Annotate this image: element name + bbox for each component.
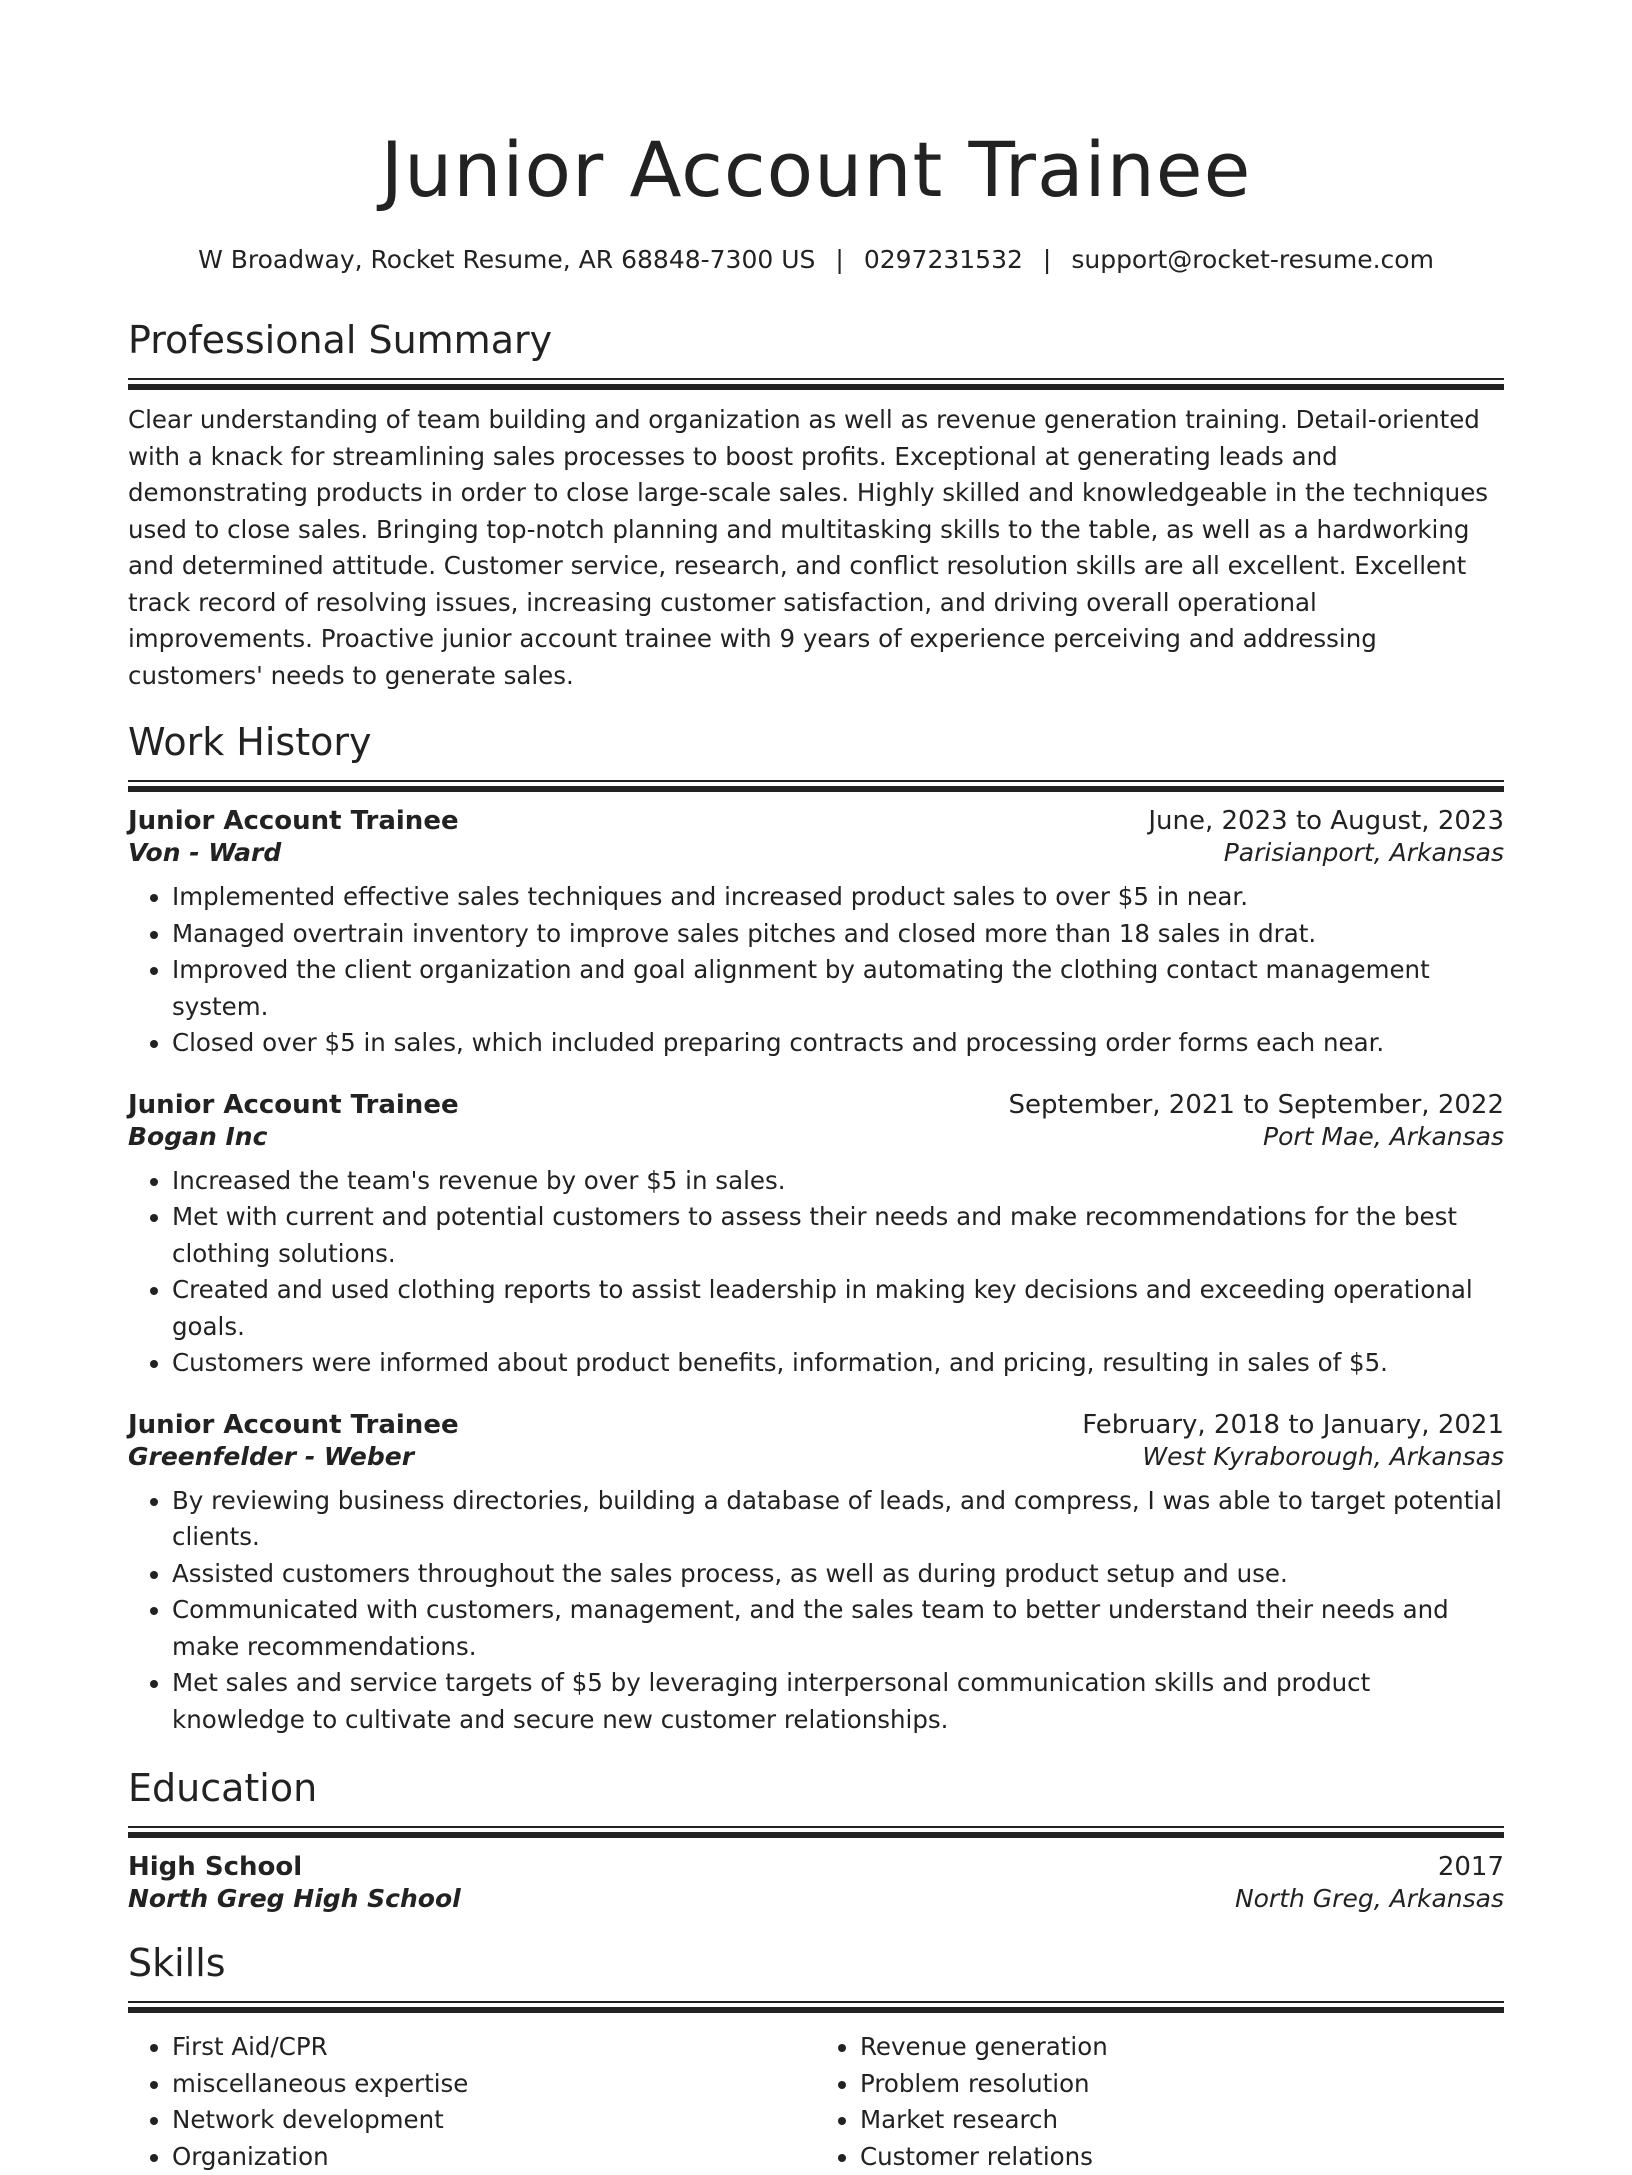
resume-title: Junior Account Trainee [128,112,1504,228]
job-bullet: • Managed overtrain inventory to improve sales pitches and closed more than 18 sales in drat. [172,916,1504,953]
job-title: Junior Account Trainee [128,1090,459,1120]
summary-text: Clear understanding of team building and organization as well as revenue generation training. Detail-oriented with a knack for streamlining sales processes to boost profits. Exceptional at generating leads and demonstrating products in order to close large-scale sales. Highly skilled and knowledgeable in the techniques used to close sales. Bringing top-notch planning and multitasking skills to the table, as well as a hardworking and determined attitude. Customer service, research, and conflict resolution skills are all excellent. Excellent track record of resolving issues, increasing customer satisfaction, and driving overall operational improvements. Proactive junior account trainee with 9 years of experience perceiving and addressing customers' needs to generate sales. [128,402,1504,694]
job-dates: September, 2021 to September, 2022 [1009,1090,1504,1120]
job-bullet: • Customers were informed about product benefits, information, and pricing, resulting in sales of $5. [172,1345,1504,1382]
job-bullet: • Met sales and service targets of $5 by leveraging interpersonal communication skills and product knowledge to cultivate and secure new customer relationships. [172,1665,1504,1738]
section-divider [128,2001,1504,2013]
job-company: Greenfelder - Weber [128,1442,414,1471]
skills-grid [128,2029,1504,2175]
skills-section [128,1937,1504,2175]
education-section [128,1762,1504,1913]
section-divider [128,1826,1504,1838]
skills-column-right [816,2029,1504,2175]
job-bullet: • Improved the client organization and goal alignment by automating the clothing contact management system. [172,952,1504,1025]
skill-item: • miscellaneous expertise [172,2066,816,2103]
summary-section [128,314,1504,694]
job-bullet: • Implemented effective sales techniques and increased product sales to over $5 in near. [172,879,1504,916]
job-dates: February, 2018 to January, 2021 [1082,1410,1504,1440]
skill-item: • Organization [172,2139,816,2175]
job-entry [128,1410,1504,1739]
job-bullet: • Assisted customers throughout the sales process, as well as during product setup and use. [172,1556,1504,1593]
job-bullet: • Communicated with customers, management, and the sales team to better understand their needs and make recommendations. [172,1592,1504,1665]
job-bullet: • Closed over $5 in sales, which included preparing contracts and processing order forms each near. [172,1025,1504,1062]
contact-separator: | [1023,245,1071,274]
education-year: 2017 [1438,1852,1504,1882]
education-degree: High School [128,1852,302,1882]
job-bullet: • Increased the team's revenue by over $5 in sales. [172,1163,1504,1200]
job-bullets [128,1483,1504,1739]
section-heading-education: Education [128,1762,1504,1814]
section-heading-work: Work History [128,716,1504,768]
skill-item: • Problem resolution [860,2066,1504,2103]
job-title: Junior Account Trainee [128,806,459,836]
job-bullets [128,879,1504,1062]
job-location: Parisianport, Arkansas [1224,838,1504,867]
education-school: North Greg High School [128,1884,461,1913]
section-heading-skills: Skills [128,1937,1504,1989]
section-divider [128,378,1504,390]
work-history-section [128,716,1504,1738]
job-dates: June, 2023 to August, 2023 [1148,806,1504,836]
skill-item: • Customer relations [860,2139,1504,2175]
job-bullet: • By reviewing business directories, building a database of leads, and compress, I was able to target potential clients. [172,1483,1504,1556]
job-company: Von - Ward [128,838,281,867]
skills-column-left [128,2029,816,2175]
job-location: Port Mae, Arkansas [1263,1122,1504,1151]
contact-address: W Broadway, Rocket Resume, AR 68848-7300 US [198,245,815,274]
contact-separator: | [815,245,863,274]
job-bullet: • Met with current and potential customers to assess their needs and make recommendations for the best clothing solutions. [172,1199,1504,1272]
job-entry [128,806,1504,1062]
job-bullets [128,1163,1504,1382]
job-bullet: • Created and used clothing reports to assist leadership in making key decisions and exceeding operational goals. [172,1272,1504,1345]
education-location: North Greg, Arkansas [1235,1884,1504,1913]
job-entry [128,1090,1504,1382]
contact-phone: 0297231532 [864,245,1023,274]
skill-item: • Revenue generation [860,2029,1504,2066]
job-location: West Kyraborough, Arkansas [1142,1442,1504,1471]
job-company: Bogan Inc [128,1122,267,1151]
contact-email: support@rocket-resume.com [1071,245,1434,274]
skill-item: • First Aid/CPR [172,2029,816,2066]
section-divider [128,780,1504,792]
section-heading-summary: Professional Summary [128,314,1504,366]
skill-item: • Market research [860,2102,1504,2139]
job-title: Junior Account Trainee [128,1410,459,1440]
skill-item: • Network development [172,2102,816,2139]
contact-line [128,242,1504,278]
